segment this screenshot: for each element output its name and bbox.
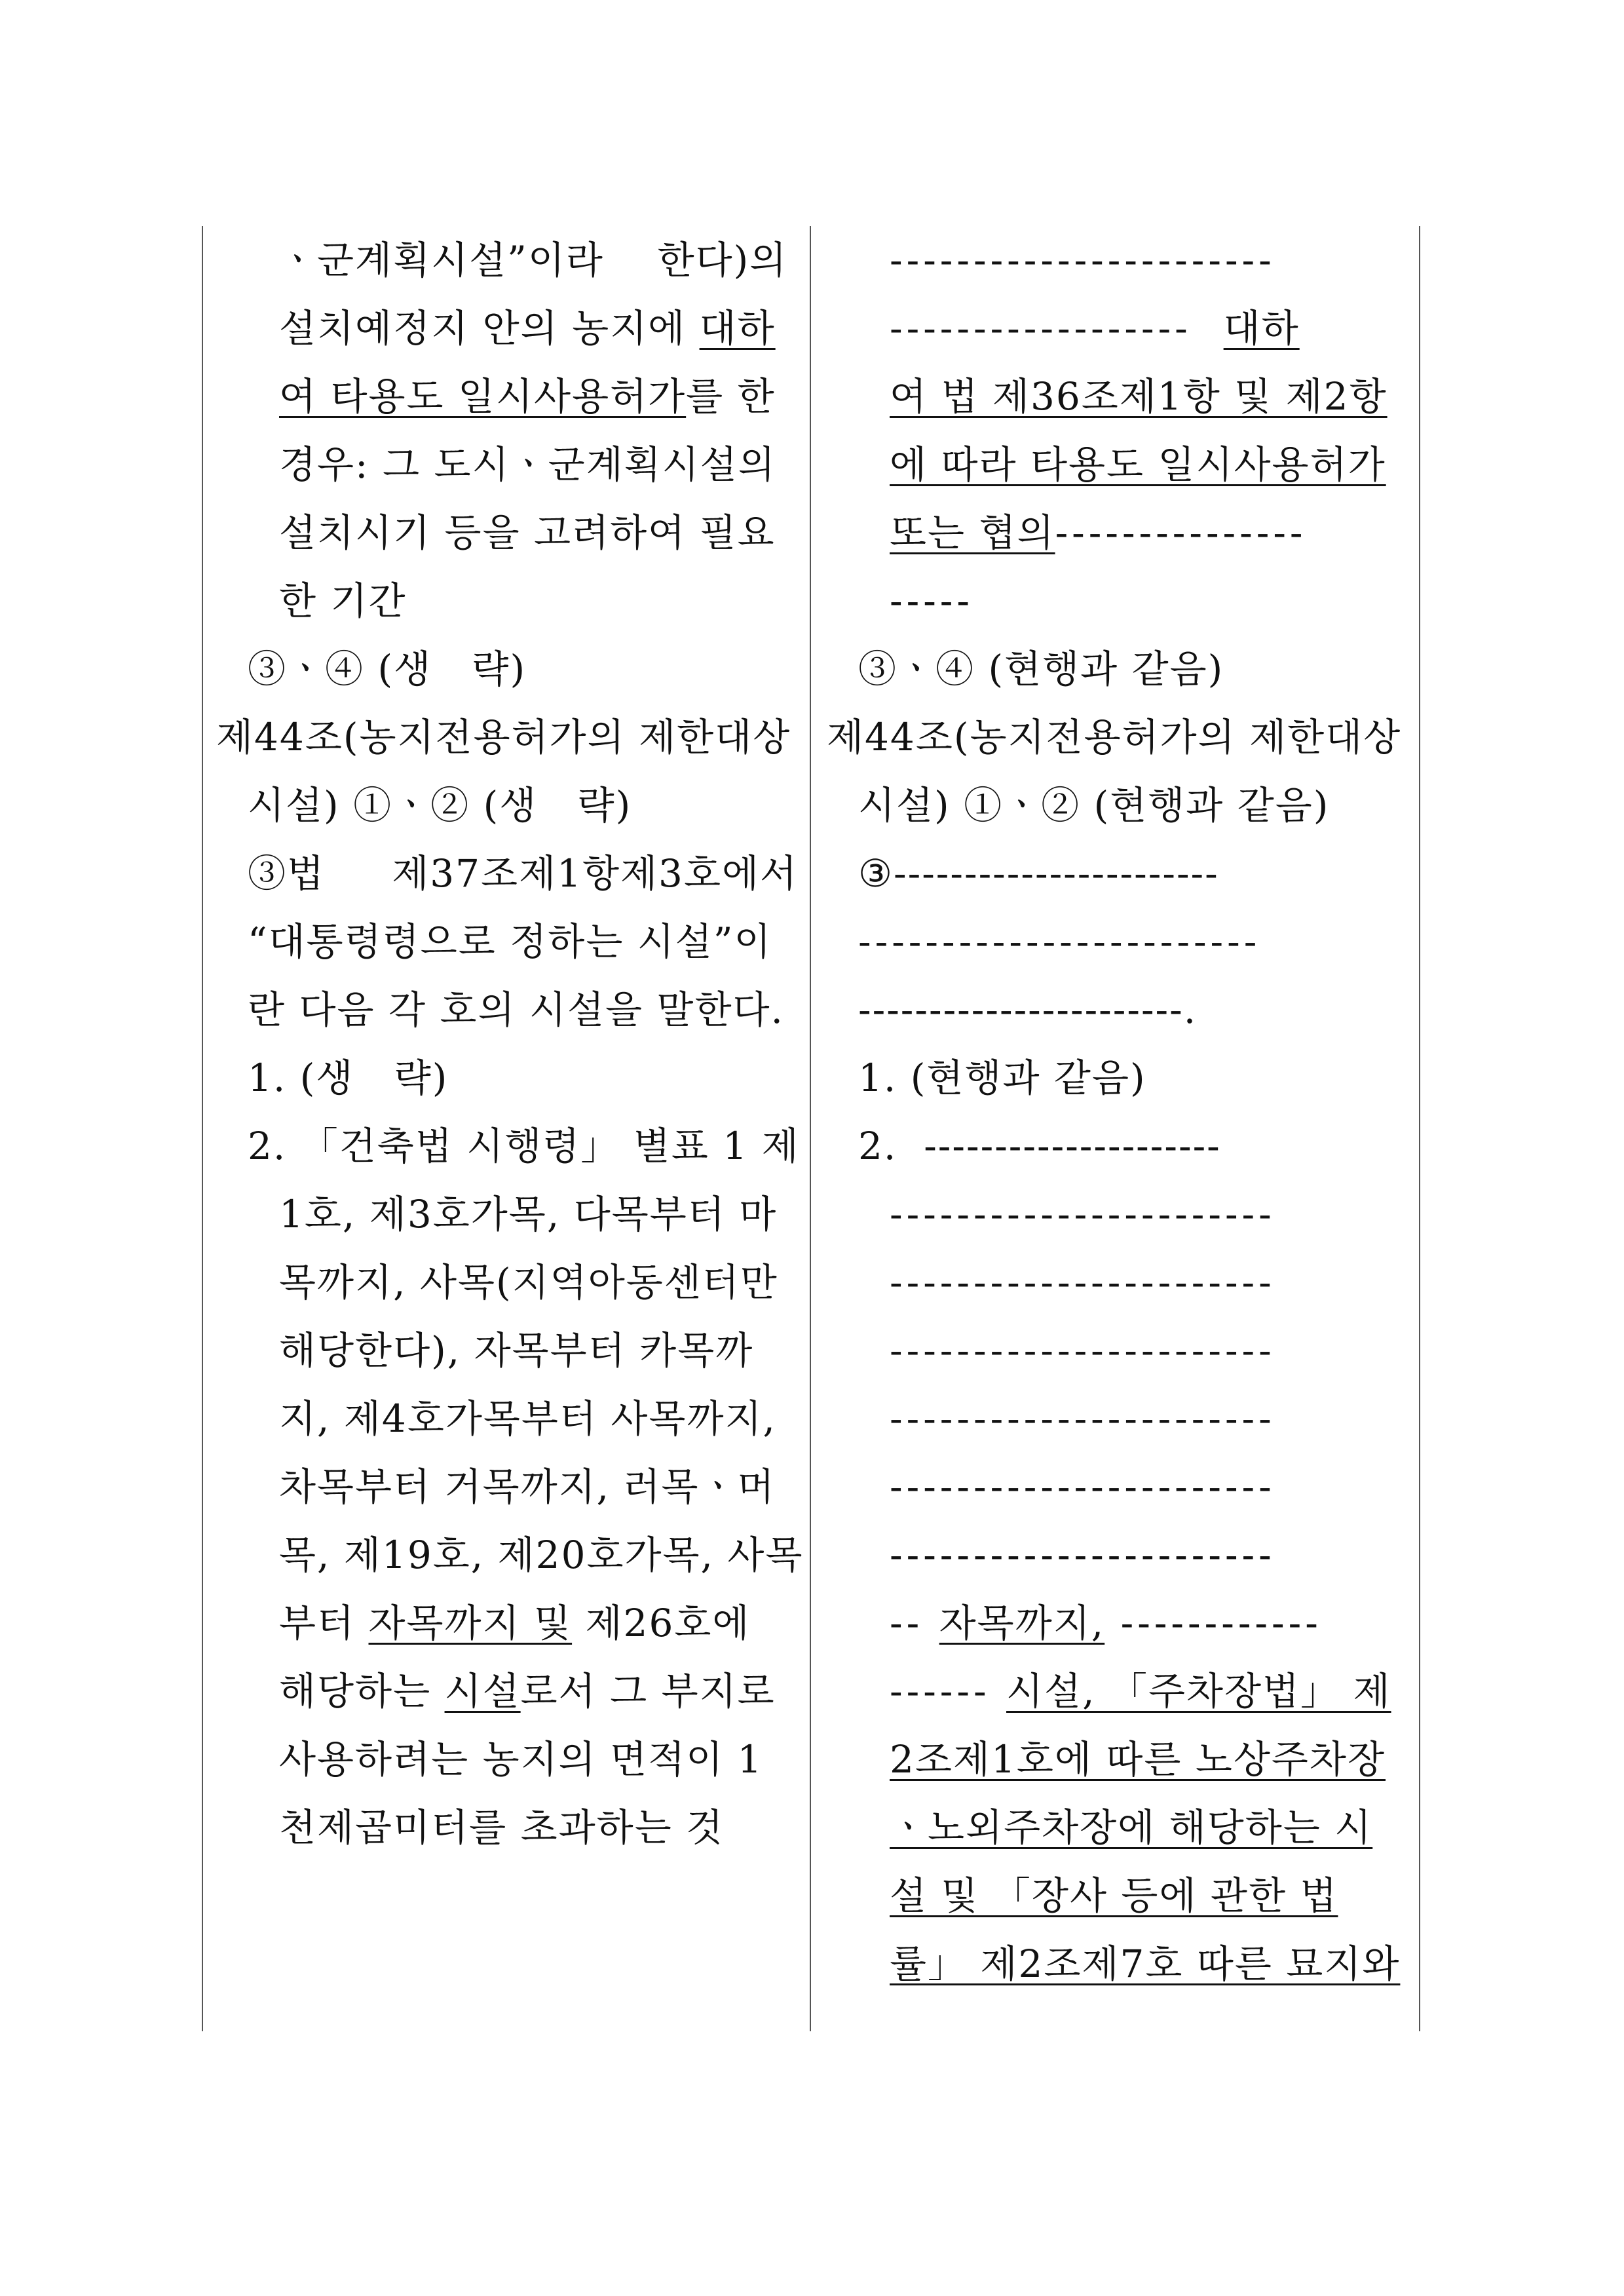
text-segment: 경우: 그 도시ㆍ군계획시설의 [279,442,776,487]
left-text-line [279,1521,803,1589]
right-text-line [890,226,1275,294]
left-text-line [279,1180,777,1248]
text-segment: 설치예정지 안의 농지에 [279,306,700,351]
text-segment: --------------- [1055,510,1307,555]
left-text-line [248,839,798,908]
right-text-line [890,1589,1322,1657]
left-text-line [279,226,787,294]
left-text-line [248,1044,448,1112]
text-segment: ----- [890,579,973,623]
right-text-line [858,1044,1146,1112]
left-text-line [216,703,791,771]
left-text-line [279,294,776,362]
right-text-line [890,1725,1386,1793]
text-segment: ③----------------------- [858,851,1219,896]
text-segment: ------------------ [890,306,1224,351]
left-text-line [279,430,776,499]
right-text-line [858,839,1219,908]
text-segment: ------------------------ [858,919,1261,964]
text-segment: 1. (현행과 같음) [858,1056,1146,1100]
text-segment: 해당하는 [279,1669,445,1713]
text-segment: ----------------------- [890,1396,1275,1441]
text-segment: 란 다음 각 호의 시설을 말한다. [248,987,784,1032]
underlined-text: 률」 제2조제7호 따른 묘지와 [890,1942,1401,1986]
underlined-text: 에 따라 타용도 일시사용허가 [890,442,1386,487]
right-text-line [890,1930,1400,1998]
right-text-line [858,1112,1221,1180]
text-segment: ----------------------- [890,238,1275,282]
right-text-line [890,1657,1391,1725]
text-segment: 시설) ①ㆍ② (현행과 같음) [858,783,1330,828]
text-segment: 2. --------------------- [858,1124,1221,1168]
underlined-text: 대하 [1223,306,1300,351]
right-text-line [890,1453,1275,1521]
text-segment: ----------------------- [890,1328,1275,1373]
text-segment: ③ㆍ④ (현행과 같음) [858,647,1224,691]
underlined-text: 시설, 「주차장법」 제 [1006,1669,1391,1713]
text-segment: 차목부터 거목까지, 러목ㆍ머 [279,1464,776,1509]
text-segment: -----------------------. [858,987,1198,1032]
text-segment: 를 한 [686,374,776,419]
text-segment: 해당한다), 자목부터 카목까 [279,1328,754,1373]
text-segment: 한 기간 [279,579,407,623]
left-text-line [248,771,632,839]
text-segment: ----------------------- [890,1192,1275,1236]
underlined-text: 또는 협의 [890,510,1055,555]
left-text-line [279,1248,778,1316]
text-segment: 로서 그 부지로 [520,1669,776,1713]
text-segment: 1호, 제3호가목, 다목부터 마 [279,1192,778,1236]
right-text-line [890,1248,1275,1316]
underlined-text: 2조제1호에 따른 노상주차장 [890,1737,1386,1782]
underlined-text: ㆍ노외주차장에 해당하는 시 [890,1805,1373,1850]
right-text-line [890,1862,1338,1930]
right-text-line [890,499,1307,567]
right-text-line [858,771,1329,839]
left-border [202,226,203,2031]
left-text-line [279,499,776,567]
underlined-text: 자목까지, [939,1601,1105,1645]
left-text-line [279,1725,763,1793]
text-segment: 목까지, 사목(지역아동센터만 [279,1260,778,1305]
right-text-line [890,430,1386,499]
text-segment: ③ㆍ④ (생 략) [248,647,527,691]
right-text-line [890,1385,1275,1453]
text-segment: ----------------------- [890,1260,1275,1305]
left-text-line [279,1793,724,1862]
right-text-line [890,567,973,635]
left-text-line [248,1112,800,1180]
center-divider [810,226,811,2031]
right-text-line [890,1521,1275,1589]
underlined-text: 자목까지 및 [368,1601,573,1645]
left-text-line [279,1657,776,1725]
left-text-line [279,1316,753,1385]
text-segment: 제44조(농지전용허가의 제한대상 [827,715,1402,759]
right-text-line [858,908,1260,976]
left-text-line [248,635,526,703]
right-text-line [890,1316,1275,1385]
right-text-line [858,635,1224,703]
text-segment: 지, 제4호가목부터 사목까지, [279,1396,776,1441]
underlined-text: 여 타용도 일시사용허가 [279,374,687,419]
text-segment: 시설) ①ㆍ② (생 략) [248,783,632,828]
right-text-line [890,1793,1372,1862]
left-text-line [279,362,776,430]
underlined-text: 설 및 「장사 등에 관한 법 [890,1873,1338,1918]
right-text-line [890,362,1388,430]
left-text-line [279,567,407,635]
right-text-line [890,1180,1275,1248]
text-segment: 설치시기 등을 고려하여 필요 [279,510,776,555]
text-segment: 1. (생 략) [248,1056,449,1100]
underlined-text: 대하 [699,306,776,351]
text-segment: 사용하려는 농지의 면적이 1 [279,1737,763,1782]
left-text-line [279,1385,776,1453]
text-segment: -- [890,1601,939,1645]
text-segment: ----------------------- [890,1533,1275,1577]
text-segment: 천제곱미터를 초과하는 것 [279,1805,725,1850]
right-text-line [827,703,1401,771]
underlined-text: 여 법 제36조제1항 및 제2항 [890,374,1388,419]
right-text-line [890,294,1300,362]
text-segment: 부터 [279,1601,369,1645]
text-segment: 제26호에 [572,1601,751,1645]
text-segment: ----------------------- [890,1464,1275,1509]
right-border [1419,226,1420,2031]
text-segment: “대통령령으로 정하는 시설”이 [248,919,772,964]
text-segment: ㆍ군계획시설”이라 한다)의 [279,238,788,282]
left-text-line [279,1453,776,1521]
left-text-line [248,976,784,1044]
underlined-text: 시설 [444,1669,521,1713]
text-segment: 2. 「건축법 시행령」 별표 1 제 [248,1124,800,1168]
text-segment: ③법 제37조제1항제3호에서 [248,851,799,896]
text-segment: 제44조(농지전용허가의 제한대상 [216,715,791,759]
left-text-line [248,908,772,976]
right-text-line [858,976,1197,1044]
left-text-line [279,1589,750,1657]
text-segment: ------ [890,1669,1007,1713]
text-segment: 목, 제19호, 제20호가목, 사목 [279,1533,804,1577]
text-segment: ------------ [1105,1601,1322,1645]
